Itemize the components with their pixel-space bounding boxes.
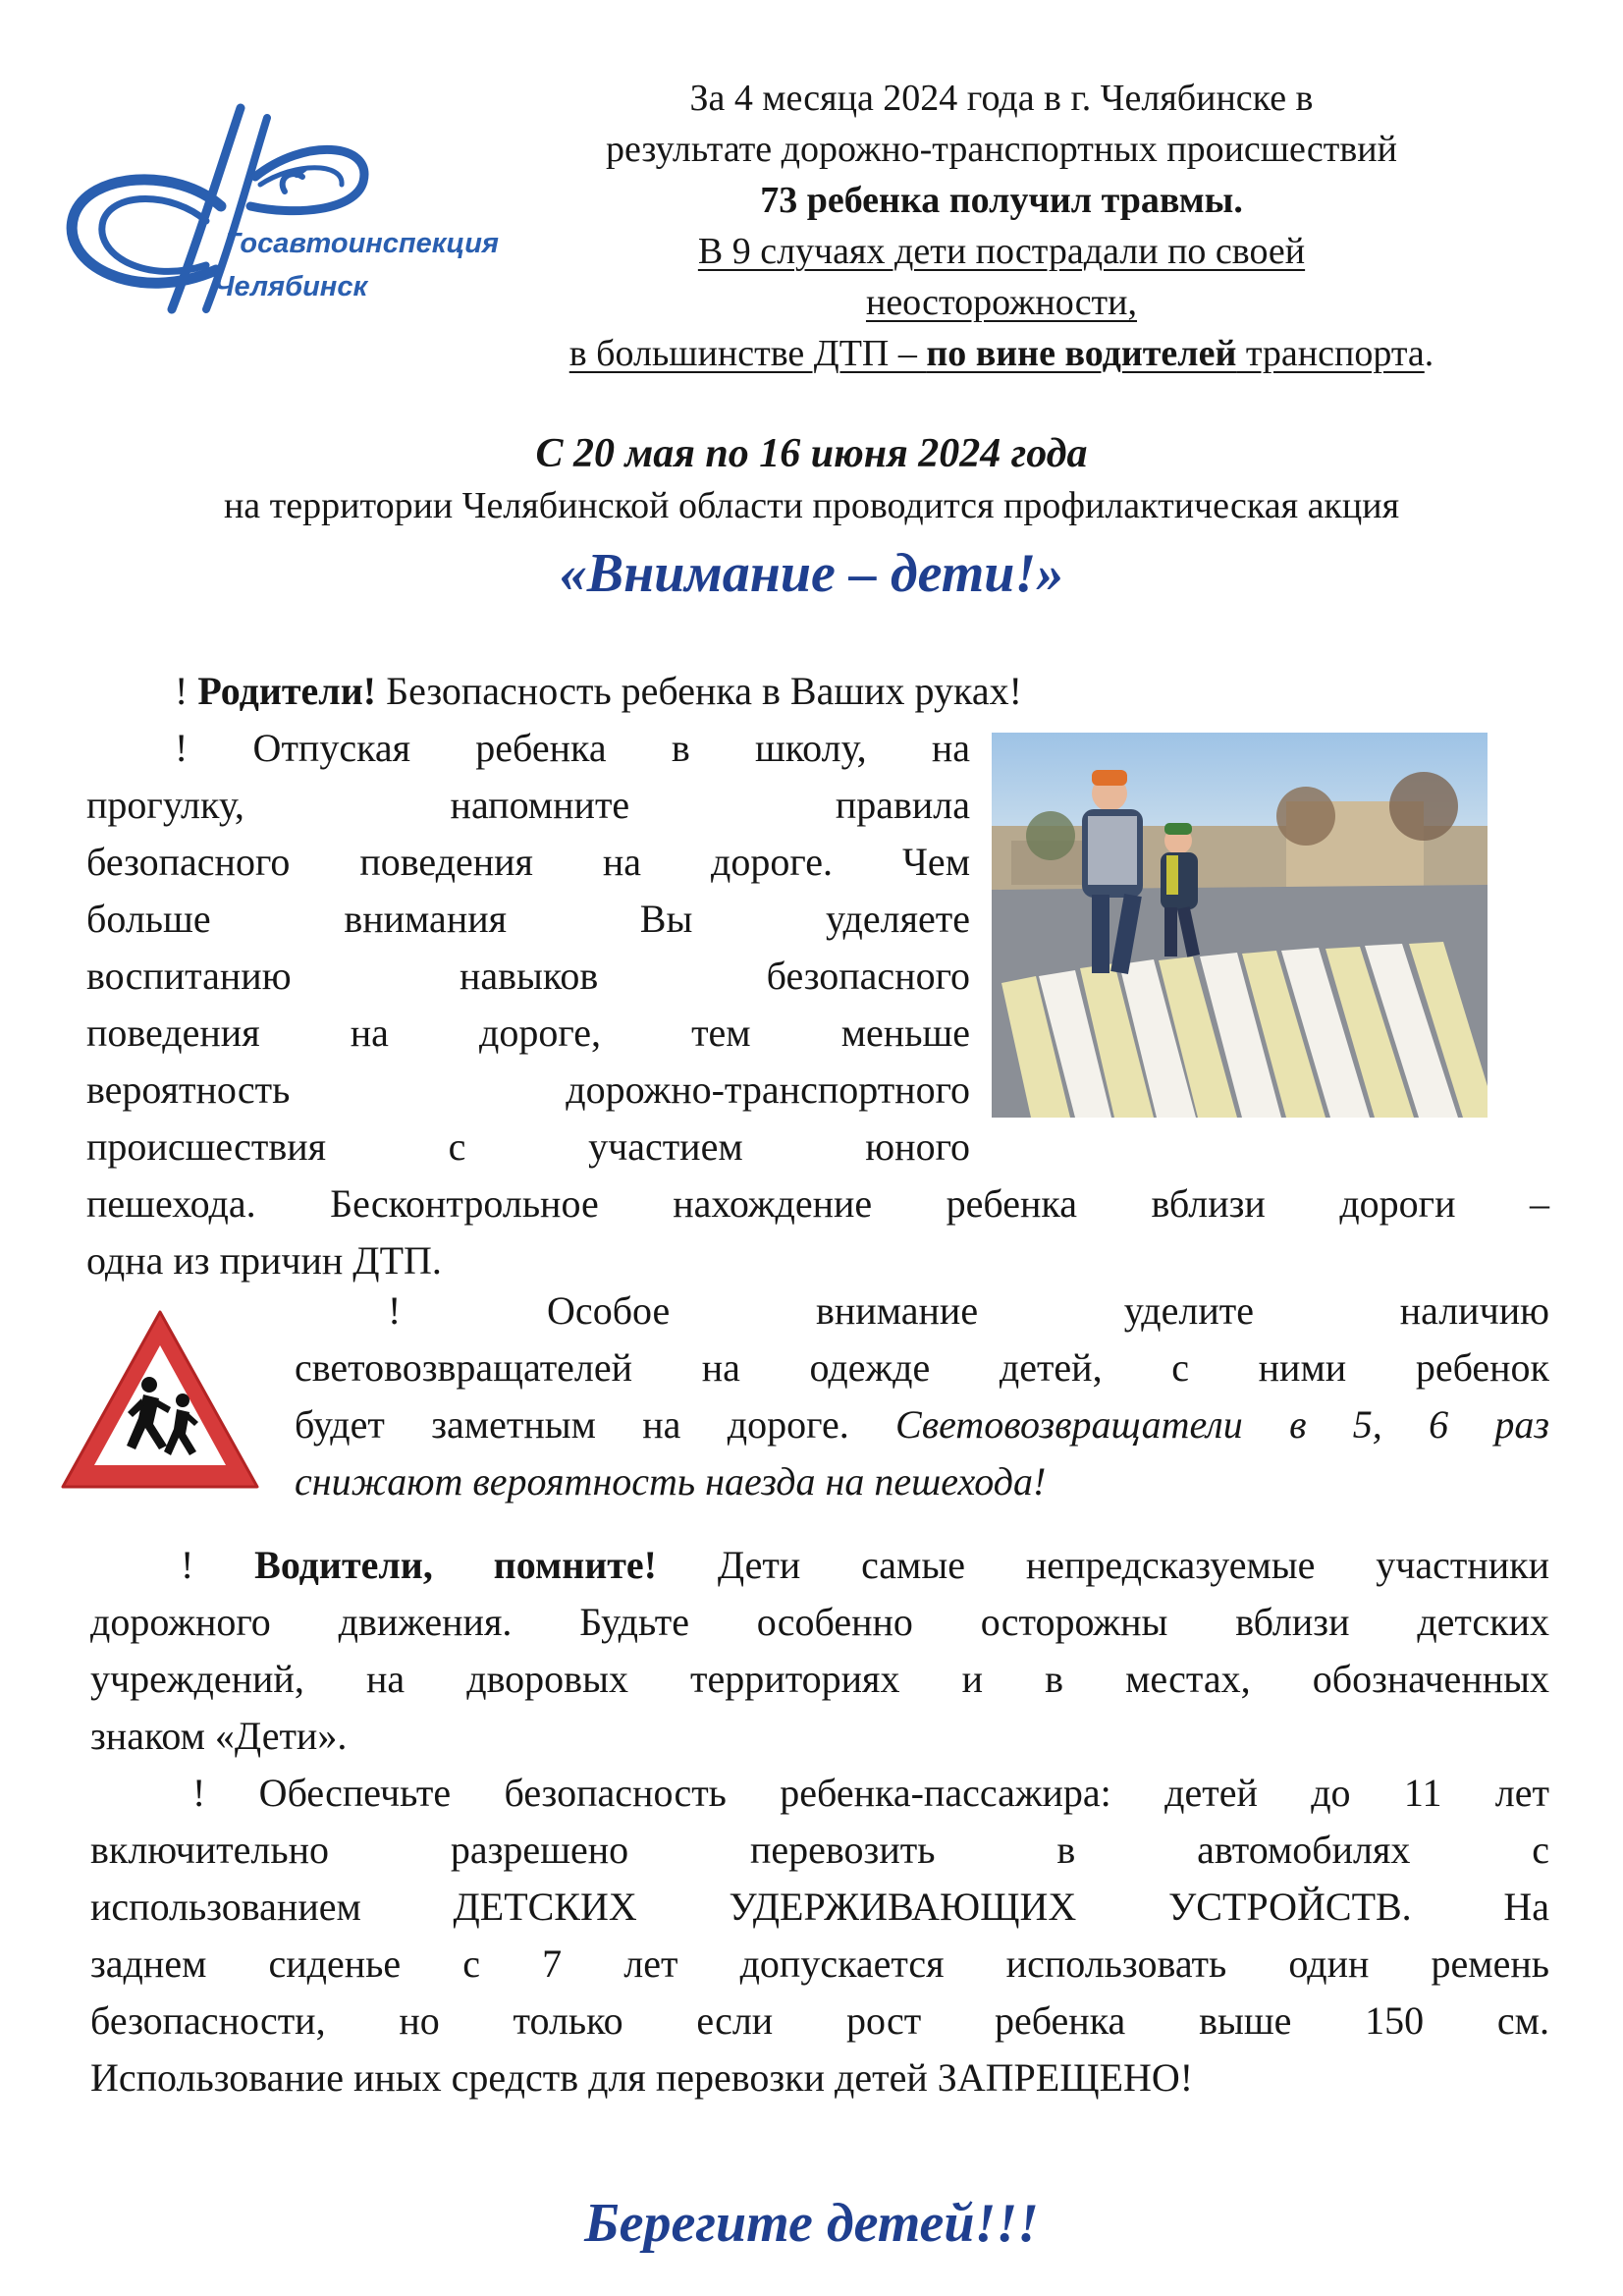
footer-slogan: Берегите детей!!!: [584, 2193, 1039, 2254]
reflectors-line-3: будет заметным на дороге. Световозвращатели в 5, 6 раз: [295, 1402, 1549, 1447]
release-tail-line-2: одна из причин ДТП.: [86, 1238, 442, 1283]
parents-line: ! Родители! Безопасность ребенка в Ваших руках!: [175, 669, 1022, 713]
release-line-7: вероятность дорожно-транспортного: [86, 1067, 970, 1112]
header-line-2: результате дорожно-транспортных происшествий: [606, 129, 1397, 170]
children-crossing-photo: [992, 733, 1488, 1118]
children-warning-sign-icon: [57, 1306, 263, 1495]
logo-text-city: Челябинск: [214, 271, 368, 302]
passenger-line-5: безопасности, но только если рост ребенка выше 150 см.: [90, 1998, 1549, 2043]
header-line-1: За 4 месяца 2024 года в г. Челябинске в: [689, 78, 1314, 119]
reflectors-line-4: снижают вероятность наезда на пешехода!: [295, 1459, 1047, 1503]
release-line-1: ! Отпуская ребенка в школу, на: [175, 726, 970, 770]
passenger-line-1: ! Обеспечьте безопасность ребенка-пассажира: детей до 11 лет: [192, 1771, 1549, 1815]
release-line-5: воспитанию навыков безопасного: [86, 954, 970, 998]
drivers-line-3: учреждений, на дворовых территориях и в местах, обозначенных: [90, 1657, 1549, 1701]
release-tail-line-1: пешехода. Бесконтрольное нахождение ребенка вблизи дороги –: [86, 1181, 1549, 1226]
release-line-2: прогулку, напомните правила: [86, 783, 970, 827]
drivers-line-2: дорожного движения. Будьте особенно осторожны вблизи детских: [90, 1600, 1549, 1644]
release-line-8: происшествия с участием юного: [86, 1124, 970, 1169]
release-line-4: больше внимания Вы уделяете: [86, 897, 970, 941]
passenger-line-2: включительно разрешено перевозить в автомобилях с: [90, 1828, 1549, 1872]
passenger-line-3: использованием ДЕТСКИХ УДЕРЖИВАЮЩИХ УСТРОЙСТВ. На: [90, 1885, 1549, 1929]
drivers-line-1: ! Водители, помните! Дети самые непредсказуемые участники: [181, 1543, 1550, 1587]
reflectors-line-1: ! Особое внимание уделите наличию: [388, 1288, 1549, 1333]
release-paragraph: [86, 720, 970, 1175]
drivers-paragraph: [90, 1537, 1549, 1765]
campaign-dates: С 20 мая по 16 июня 2024 года: [535, 431, 1088, 476]
logo-text-gai: Госавтоинспекция: [224, 228, 500, 259]
release-line-6: поведения на дороге, тем меньше: [86, 1011, 970, 1055]
passenger-line-6: Использование иных средств для перевозки детей ЗАПРЕЩЕНО!: [90, 2055, 1194, 2100]
passenger-line-4: заднем сиденье с 7 лет допускается использовать один ремень: [90, 1941, 1549, 1986]
release-tail: [86, 1175, 1549, 1289]
campaign-region: на территории Челябинской области проводится профилактическая акция: [223, 485, 1400, 526]
passenger-paragraph: [90, 1765, 1549, 2106]
release-line-3: безопасного поведения на дороге. Чем: [86, 840, 970, 884]
reflectors-paragraph: [295, 1283, 1549, 1510]
drivers-line-4: знаком «Дети».: [90, 1714, 348, 1758]
header-line-6: в большинстве ДТП – по вине водителей транспорта.: [568, 333, 1434, 374]
header-line-4: В 9 случаях дети пострадали по своей: [697, 231, 1306, 272]
header-line-5: неосторожности,: [865, 282, 1138, 323]
campaign-title: «Внимание – дети!»: [559, 543, 1064, 604]
reflectors-line-2: световозвращателей на одежде детей, с ними ребенок: [295, 1345, 1549, 1390]
header-injuries: 73 ребенка получил травмы.: [760, 180, 1243, 221]
